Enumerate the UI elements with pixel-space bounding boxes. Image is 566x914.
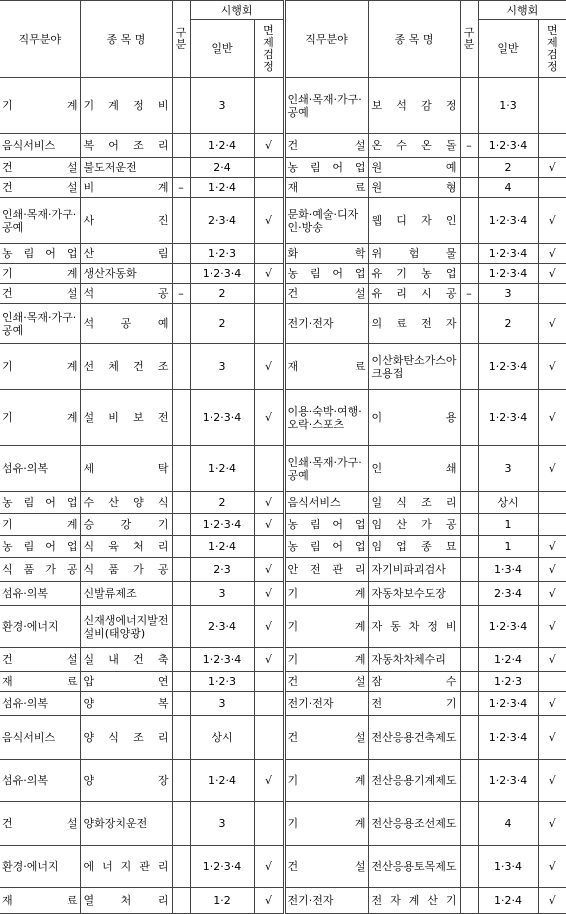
field-cell: 건 설 xyxy=(284,846,368,888)
general-round-cell: 3 xyxy=(190,802,254,846)
field-cell: 건 설 xyxy=(0,158,80,178)
general-round-cell: 2 xyxy=(478,304,538,344)
field-cell: 식 품 가 공 xyxy=(0,558,80,582)
table-row xyxy=(0,134,566,158)
subject-name-cell: 에 너 지 관 리 xyxy=(80,846,172,888)
field-cell: 재 료 xyxy=(284,344,368,390)
general-round-cell: 2 xyxy=(190,492,254,514)
subject-name-cell: 위 험 물 xyxy=(368,244,460,264)
field-cell: 농 림 어 업 xyxy=(0,244,80,264)
table-row xyxy=(0,178,566,198)
exempt-check-cell: √ xyxy=(538,446,566,492)
general-round-cell: 1·2·3·4 xyxy=(478,344,538,390)
general-round-cell: 1·2·4 xyxy=(190,536,254,558)
division-cell xyxy=(172,606,190,648)
general-round-cell: 4 xyxy=(478,802,538,846)
division-cell: – xyxy=(460,134,478,158)
division-cell xyxy=(172,492,190,514)
field-cell: 기 계 xyxy=(284,582,368,606)
general-round-cell: 1 xyxy=(478,536,538,558)
col-header-exempt: 면제검정 xyxy=(254,20,284,78)
division-cell xyxy=(172,514,190,536)
division-cell xyxy=(460,304,478,344)
division-cell: – xyxy=(172,284,190,304)
general-round-cell: 1·3·4 xyxy=(478,558,538,582)
general-round-cell: 3 xyxy=(190,78,254,134)
field-cell: 건 설 xyxy=(0,648,80,672)
field-cell: 재 료 xyxy=(0,888,80,914)
subject-name-cell: 임 업 종 묘 xyxy=(368,536,460,558)
exempt-check-cell xyxy=(254,672,284,692)
division-cell xyxy=(460,198,478,244)
general-round-cell: 2 xyxy=(190,304,254,344)
general-round-cell: 1·2·3·4 xyxy=(478,264,538,284)
exempt-check-cell: √ xyxy=(538,558,566,582)
subject-name-cell: 열 처 리 xyxy=(80,888,172,914)
field-cell: 기 계 xyxy=(284,802,368,846)
exempt-check-cell xyxy=(538,284,566,304)
general-round-cell: 1·2·3·4 xyxy=(478,134,538,158)
general-round-cell: 1·2·3·4 xyxy=(190,648,254,672)
exempt-check-cell: √ xyxy=(254,888,284,914)
exempt-check-cell: √ xyxy=(538,344,566,390)
col-header-general: 일반 xyxy=(190,20,254,78)
table-row xyxy=(0,692,566,716)
exempt-check-cell xyxy=(254,78,284,134)
general-round-cell: 3 xyxy=(190,344,254,390)
division-cell xyxy=(460,390,478,446)
subject-name-cell: 이산화탄소가스아크용접 xyxy=(368,344,460,390)
subject-name-cell: 양화장치운전 xyxy=(80,802,172,846)
general-round-cell: 1·3·4 xyxy=(478,846,538,888)
division-cell xyxy=(172,536,190,558)
division-cell xyxy=(172,264,190,284)
division-cell xyxy=(172,672,190,692)
division-cell xyxy=(172,390,190,446)
general-round-cell: 1·2·3 xyxy=(190,672,254,692)
table-row xyxy=(0,264,566,284)
division-cell xyxy=(172,760,190,802)
exempt-check-cell: √ xyxy=(538,760,566,802)
general-round-cell: 2·3·4 xyxy=(190,606,254,648)
general-round-cell: 3 xyxy=(190,582,254,606)
table-row xyxy=(0,198,566,244)
subject-name-cell: 인 쇄 xyxy=(368,446,460,492)
general-round-cell: 2·3·4 xyxy=(478,582,538,606)
general-round-cell: 2 xyxy=(478,158,538,178)
subject-name-cell: 원 예 xyxy=(368,158,460,178)
division-cell xyxy=(172,78,190,134)
division-cell xyxy=(172,802,190,846)
field-cell: 건 설 xyxy=(0,178,80,198)
subject-name-cell: 비 계 xyxy=(80,178,172,198)
exempt-check-cell xyxy=(254,802,284,846)
field-cell: 농 림 어 업 xyxy=(284,264,368,284)
col-header-division: 구분 xyxy=(172,1,190,78)
field-cell: 건 설 xyxy=(284,672,368,692)
col-header-general: 일반 xyxy=(478,20,538,78)
exempt-check-cell: √ xyxy=(538,846,566,888)
exempt-check-cell: √ xyxy=(254,558,284,582)
exempt-check-cell xyxy=(538,514,566,536)
exempt-check-cell xyxy=(538,178,566,198)
table-row xyxy=(0,244,566,264)
division-cell xyxy=(460,178,478,198)
field-cell: 농 림 어 업 xyxy=(0,536,80,558)
field-cell: 기 계 xyxy=(0,264,80,284)
general-round-cell: 1·2·3·4 xyxy=(478,716,538,760)
field-cell: 건 설 xyxy=(284,284,368,304)
subject-name-cell: 양 식 조 리 xyxy=(80,716,172,760)
division-cell: – xyxy=(460,284,478,304)
general-round-cell: 2·4 xyxy=(190,158,254,178)
division-cell xyxy=(172,304,190,344)
field-cell: 화 학 xyxy=(284,244,368,264)
exempt-check-cell: √ xyxy=(538,692,566,716)
general-round-cell: 1·2 xyxy=(190,888,254,914)
exempt-check-cell: √ xyxy=(254,846,284,888)
subject-name-cell: 승 강 기 xyxy=(80,514,172,536)
division-cell xyxy=(460,558,478,582)
exempt-check-cell: √ xyxy=(254,648,284,672)
exempt-check-cell: √ xyxy=(538,244,566,264)
division-cell xyxy=(460,446,478,492)
general-round-cell: 1·2·3·4 xyxy=(478,692,538,716)
division-cell xyxy=(172,648,190,672)
table-row xyxy=(0,390,566,446)
field-cell: 농 림 어 업 xyxy=(284,514,368,536)
exempt-check-cell: √ xyxy=(538,802,566,846)
division-cell xyxy=(172,198,190,244)
field-cell: 인쇄·목재·가구·공예 xyxy=(284,78,368,134)
subject-name-cell: 자기비파괴검사 xyxy=(368,558,460,582)
subject-name-cell: 산 림 xyxy=(80,244,172,264)
subject-name-cell: 의 료 전 자 xyxy=(368,304,460,344)
general-round-cell: 상시 xyxy=(190,716,254,760)
subject-name-cell: 복 어 조 리 xyxy=(80,134,172,158)
exempt-check-cell: √ xyxy=(254,390,284,446)
field-cell: 농 림 어 업 xyxy=(0,492,80,514)
exempt-check-cell: √ xyxy=(538,606,566,648)
field-cell: 이용·숙박·여행·오락·스포츠 xyxy=(284,390,368,446)
subject-name-cell: 전산응용기계제도 xyxy=(368,760,460,802)
field-cell: 음식서비스 xyxy=(284,492,368,514)
col-header-division: 구분 xyxy=(460,1,478,78)
general-round-cell: 1·2·3·4 xyxy=(478,198,538,244)
general-round-cell: 1·2·3·4 xyxy=(190,264,254,284)
field-cell: 건 설 xyxy=(284,716,368,760)
col-header-exam-round: 시행회 xyxy=(478,1,566,20)
col-header-name: 종 목 명 xyxy=(80,1,172,78)
subject-name-cell: 일 식 조 리 xyxy=(368,492,460,514)
field-cell: 재 료 xyxy=(0,672,80,692)
general-round-cell: 1·2·3·4 xyxy=(190,514,254,536)
table-row xyxy=(0,606,566,648)
general-round-cell: 3 xyxy=(478,284,538,304)
exempt-check-cell xyxy=(538,134,566,158)
subject-name-cell: 전산응용토목제도 xyxy=(368,846,460,888)
subject-name-cell: 전 자 계 산 기 xyxy=(368,888,460,914)
division-cell xyxy=(460,760,478,802)
division-cell xyxy=(460,78,478,134)
field-cell: 섬유·의복 xyxy=(0,582,80,606)
general-round-cell: 1·2·3·4 xyxy=(190,846,254,888)
table-row xyxy=(0,78,566,134)
division-cell xyxy=(172,582,190,606)
division-cell xyxy=(172,344,190,390)
division-cell xyxy=(172,716,190,760)
col-header-exam-round: 시행회 xyxy=(190,1,284,20)
field-cell: 문화·예술·디자인·방송 xyxy=(284,198,368,244)
subject-name-cell: 설 비 보 전 xyxy=(80,390,172,446)
subject-name-cell: 불도저운전 xyxy=(80,158,172,178)
table-row xyxy=(0,284,566,304)
division-cell xyxy=(460,692,478,716)
exempt-check-cell xyxy=(254,716,284,760)
field-cell: 음식서비스 xyxy=(0,716,80,760)
division-cell xyxy=(460,716,478,760)
field-cell: 기 계 xyxy=(0,344,80,390)
general-round-cell: 2·3 xyxy=(190,558,254,582)
general-round-cell: 1·2·3·4 xyxy=(478,244,538,264)
division-cell xyxy=(172,888,190,914)
general-round-cell: 1·3 xyxy=(478,78,538,134)
general-round-cell: 1·2·4 xyxy=(190,178,254,198)
subject-name-cell: 신발류제조 xyxy=(80,582,172,606)
exempt-check-cell: √ xyxy=(538,582,566,606)
col-header-name: 종 목 명 xyxy=(368,1,460,78)
subject-name-cell: 유 기 농 업 xyxy=(368,264,460,284)
exempt-check-cell: √ xyxy=(538,536,566,558)
field-cell: 농 림 어 업 xyxy=(284,158,368,178)
division-cell xyxy=(172,846,190,888)
exempt-check-cell: √ xyxy=(538,304,566,344)
subject-name-cell: 보 석 감 정 xyxy=(368,78,460,134)
division-cell xyxy=(172,134,190,158)
table-row xyxy=(0,304,566,344)
general-round-cell: 1·2·3 xyxy=(190,244,254,264)
field-cell: 건 설 xyxy=(0,284,80,304)
subject-name-cell: 실 내 건 축 xyxy=(80,648,172,672)
exempt-check-cell xyxy=(254,446,284,492)
subject-name-cell: 석 공 xyxy=(80,284,172,304)
field-cell: 기 계 xyxy=(284,760,368,802)
table-row xyxy=(0,344,566,390)
col-header-exempt: 면제검정 xyxy=(538,20,566,78)
exempt-check-cell: √ xyxy=(538,264,566,284)
division-cell xyxy=(460,648,478,672)
field-cell: 건 설 xyxy=(284,134,368,158)
field-cell: 섬유·의복 xyxy=(0,692,80,716)
exempt-check-cell: √ xyxy=(538,888,566,914)
field-cell: 전기·전자 xyxy=(284,692,368,716)
division-cell xyxy=(460,536,478,558)
division-cell xyxy=(172,244,190,264)
general-round-cell: 1·2·3·4 xyxy=(478,390,538,446)
subject-name-cell: 전산응용조선제도 xyxy=(368,802,460,846)
subject-name-cell: 석 공 예 xyxy=(80,304,172,344)
field-cell: 음식서비스 xyxy=(0,134,80,158)
subject-name-cell: 기 계 정 비 xyxy=(80,78,172,134)
subject-name-cell: 세 탁 xyxy=(80,446,172,492)
subject-name-cell: 잠 수 xyxy=(368,672,460,692)
subject-name-cell: 온 수 온 돌 xyxy=(368,134,460,158)
general-round-cell: 상시 xyxy=(478,492,538,514)
general-round-cell: 1·2·4 xyxy=(190,446,254,492)
exempt-check-cell: √ xyxy=(254,198,284,244)
general-round-cell: 3 xyxy=(190,692,254,716)
subject-name-cell: 전산응용건축제도 xyxy=(368,716,460,760)
subject-name-cell: 식 육 처 리 xyxy=(80,536,172,558)
table-row xyxy=(0,514,566,536)
subject-name-cell: 양 복 xyxy=(80,692,172,716)
col-header-field: 직무분야 xyxy=(284,1,368,78)
division-cell xyxy=(460,606,478,648)
division-cell xyxy=(172,558,190,582)
table-row xyxy=(0,672,566,692)
division-cell xyxy=(460,492,478,514)
subject-name-cell: 사 진 xyxy=(80,198,172,244)
field-cell: 환경·에너지 xyxy=(0,606,80,648)
division-cell xyxy=(460,514,478,536)
subject-name-cell: 압 연 xyxy=(80,672,172,692)
subject-name-cell: 자 동 차 정 비 xyxy=(368,606,460,648)
exempt-check-cell xyxy=(254,244,284,264)
subject-name-cell: 웹 디 자 인 xyxy=(368,198,460,244)
general-round-cell: 2 xyxy=(190,284,254,304)
subject-name-cell: 생산자동화 xyxy=(80,264,172,284)
field-cell: 섬유·의복 xyxy=(0,446,80,492)
subject-name-cell: 자동차보수도장 xyxy=(368,582,460,606)
exempt-check-cell: √ xyxy=(254,134,284,158)
subject-name-cell: 임 산 가 공 xyxy=(368,514,460,536)
exempt-check-cell: √ xyxy=(254,514,284,536)
division-cell xyxy=(460,158,478,178)
subject-name-cell: 수 산 양 식 xyxy=(80,492,172,514)
exempt-check-cell xyxy=(538,672,566,692)
division-cell xyxy=(172,446,190,492)
general-round-cell: 1 xyxy=(478,514,538,536)
subject-name-cell: 자동차차체수리 xyxy=(368,648,460,672)
subject-name-cell: 양 장 xyxy=(80,760,172,802)
division-cell xyxy=(460,344,478,390)
field-cell: 전기·전자 xyxy=(284,888,368,914)
exempt-check-cell: √ xyxy=(538,716,566,760)
division-cell xyxy=(460,264,478,284)
exempt-check-cell: √ xyxy=(538,390,566,446)
general-round-cell: 1·2·4 xyxy=(190,760,254,802)
exempt-check-cell: √ xyxy=(538,158,566,178)
exempt-check-cell: √ xyxy=(254,492,284,514)
exempt-check-cell xyxy=(538,78,566,134)
exempt-check-cell xyxy=(254,158,284,178)
general-round-cell: 1·2·4 xyxy=(190,134,254,158)
division-cell xyxy=(460,244,478,264)
field-cell: 안 전 관 리 xyxy=(284,558,368,582)
general-round-cell: 4 xyxy=(478,178,538,198)
field-cell: 섬유·의복 xyxy=(0,760,80,802)
division-cell xyxy=(460,802,478,846)
exempt-check-cell: √ xyxy=(254,344,284,390)
subject-name-cell: 식 품 가 공 xyxy=(80,558,172,582)
table-row xyxy=(0,536,566,558)
exempt-check-cell: √ xyxy=(538,198,566,244)
exempt-check-cell xyxy=(254,536,284,558)
general-round-cell: 1·2·3 xyxy=(478,672,538,692)
general-round-cell: 1·2·3·4 xyxy=(478,760,538,802)
table-row xyxy=(0,158,566,178)
field-cell: 인쇄·목재·가구·공예 xyxy=(0,198,80,244)
table-row xyxy=(0,446,566,492)
division-cell xyxy=(460,672,478,692)
field-cell: 건 설 xyxy=(0,802,80,846)
table-row xyxy=(0,716,566,760)
exempt-check-cell: √ xyxy=(538,648,566,672)
field-cell: 기 계 xyxy=(0,514,80,536)
field-cell: 인쇄·목재·가구·공예 xyxy=(284,446,368,492)
table-body xyxy=(0,78,566,914)
subject-name-cell: 이 용 xyxy=(368,390,460,446)
division-cell xyxy=(460,846,478,888)
field-cell: 기 계 xyxy=(0,390,80,446)
division-cell xyxy=(460,888,478,914)
field-cell: 기 계 xyxy=(284,648,368,672)
exempt-check-cell: √ xyxy=(254,760,284,802)
field-cell: 전기·전자 xyxy=(284,304,368,344)
table-row xyxy=(0,582,566,606)
general-round-cell: 2·3·4 xyxy=(190,198,254,244)
division-cell xyxy=(172,158,190,178)
exempt-check-cell xyxy=(254,692,284,716)
division-cell xyxy=(460,582,478,606)
division-cell: – xyxy=(172,178,190,198)
subject-name-cell: 신재생에너지발전설비(태양광) xyxy=(80,606,172,648)
exempt-check-cell xyxy=(254,284,284,304)
exempt-check-cell: √ xyxy=(254,264,284,284)
subject-name-cell: 유 리 시 공 xyxy=(368,284,460,304)
table-row xyxy=(0,492,566,514)
table-row xyxy=(0,802,566,846)
table-row xyxy=(0,558,566,582)
subject-name-cell: 전 기 xyxy=(368,692,460,716)
subject-name-cell: 원 형 xyxy=(368,178,460,198)
general-round-cell: 1·2·3·4 xyxy=(190,390,254,446)
general-round-cell: 1·2·4 xyxy=(478,888,538,914)
exempt-check-cell: √ xyxy=(254,606,284,648)
exempt-check-cell xyxy=(254,178,284,198)
table-row xyxy=(0,846,566,888)
field-cell: 재 료 xyxy=(284,178,368,198)
subject-name-cell: 선 체 건 조 xyxy=(80,344,172,390)
field-cell: 기 계 xyxy=(284,606,368,648)
general-round-cell: 3 xyxy=(478,446,538,492)
col-header-field: 직무분야 xyxy=(0,1,80,78)
field-cell: 농 림 어 업 xyxy=(284,536,368,558)
table-row xyxy=(0,760,566,802)
field-cell: 인쇄·목재·가구·공예 xyxy=(0,304,80,344)
exempt-check-cell xyxy=(538,492,566,514)
table-row xyxy=(0,648,566,672)
field-cell: 기 계 xyxy=(0,78,80,134)
exempt-check-cell xyxy=(254,304,284,344)
exempt-check-cell: √ xyxy=(254,582,284,606)
table-row xyxy=(0,888,566,914)
division-cell xyxy=(172,692,190,716)
general-round-cell: 1·2·3·4 xyxy=(478,606,538,648)
field-cell: 환경·에너지 xyxy=(0,846,80,888)
general-round-cell: 1·2·4 xyxy=(478,648,538,672)
